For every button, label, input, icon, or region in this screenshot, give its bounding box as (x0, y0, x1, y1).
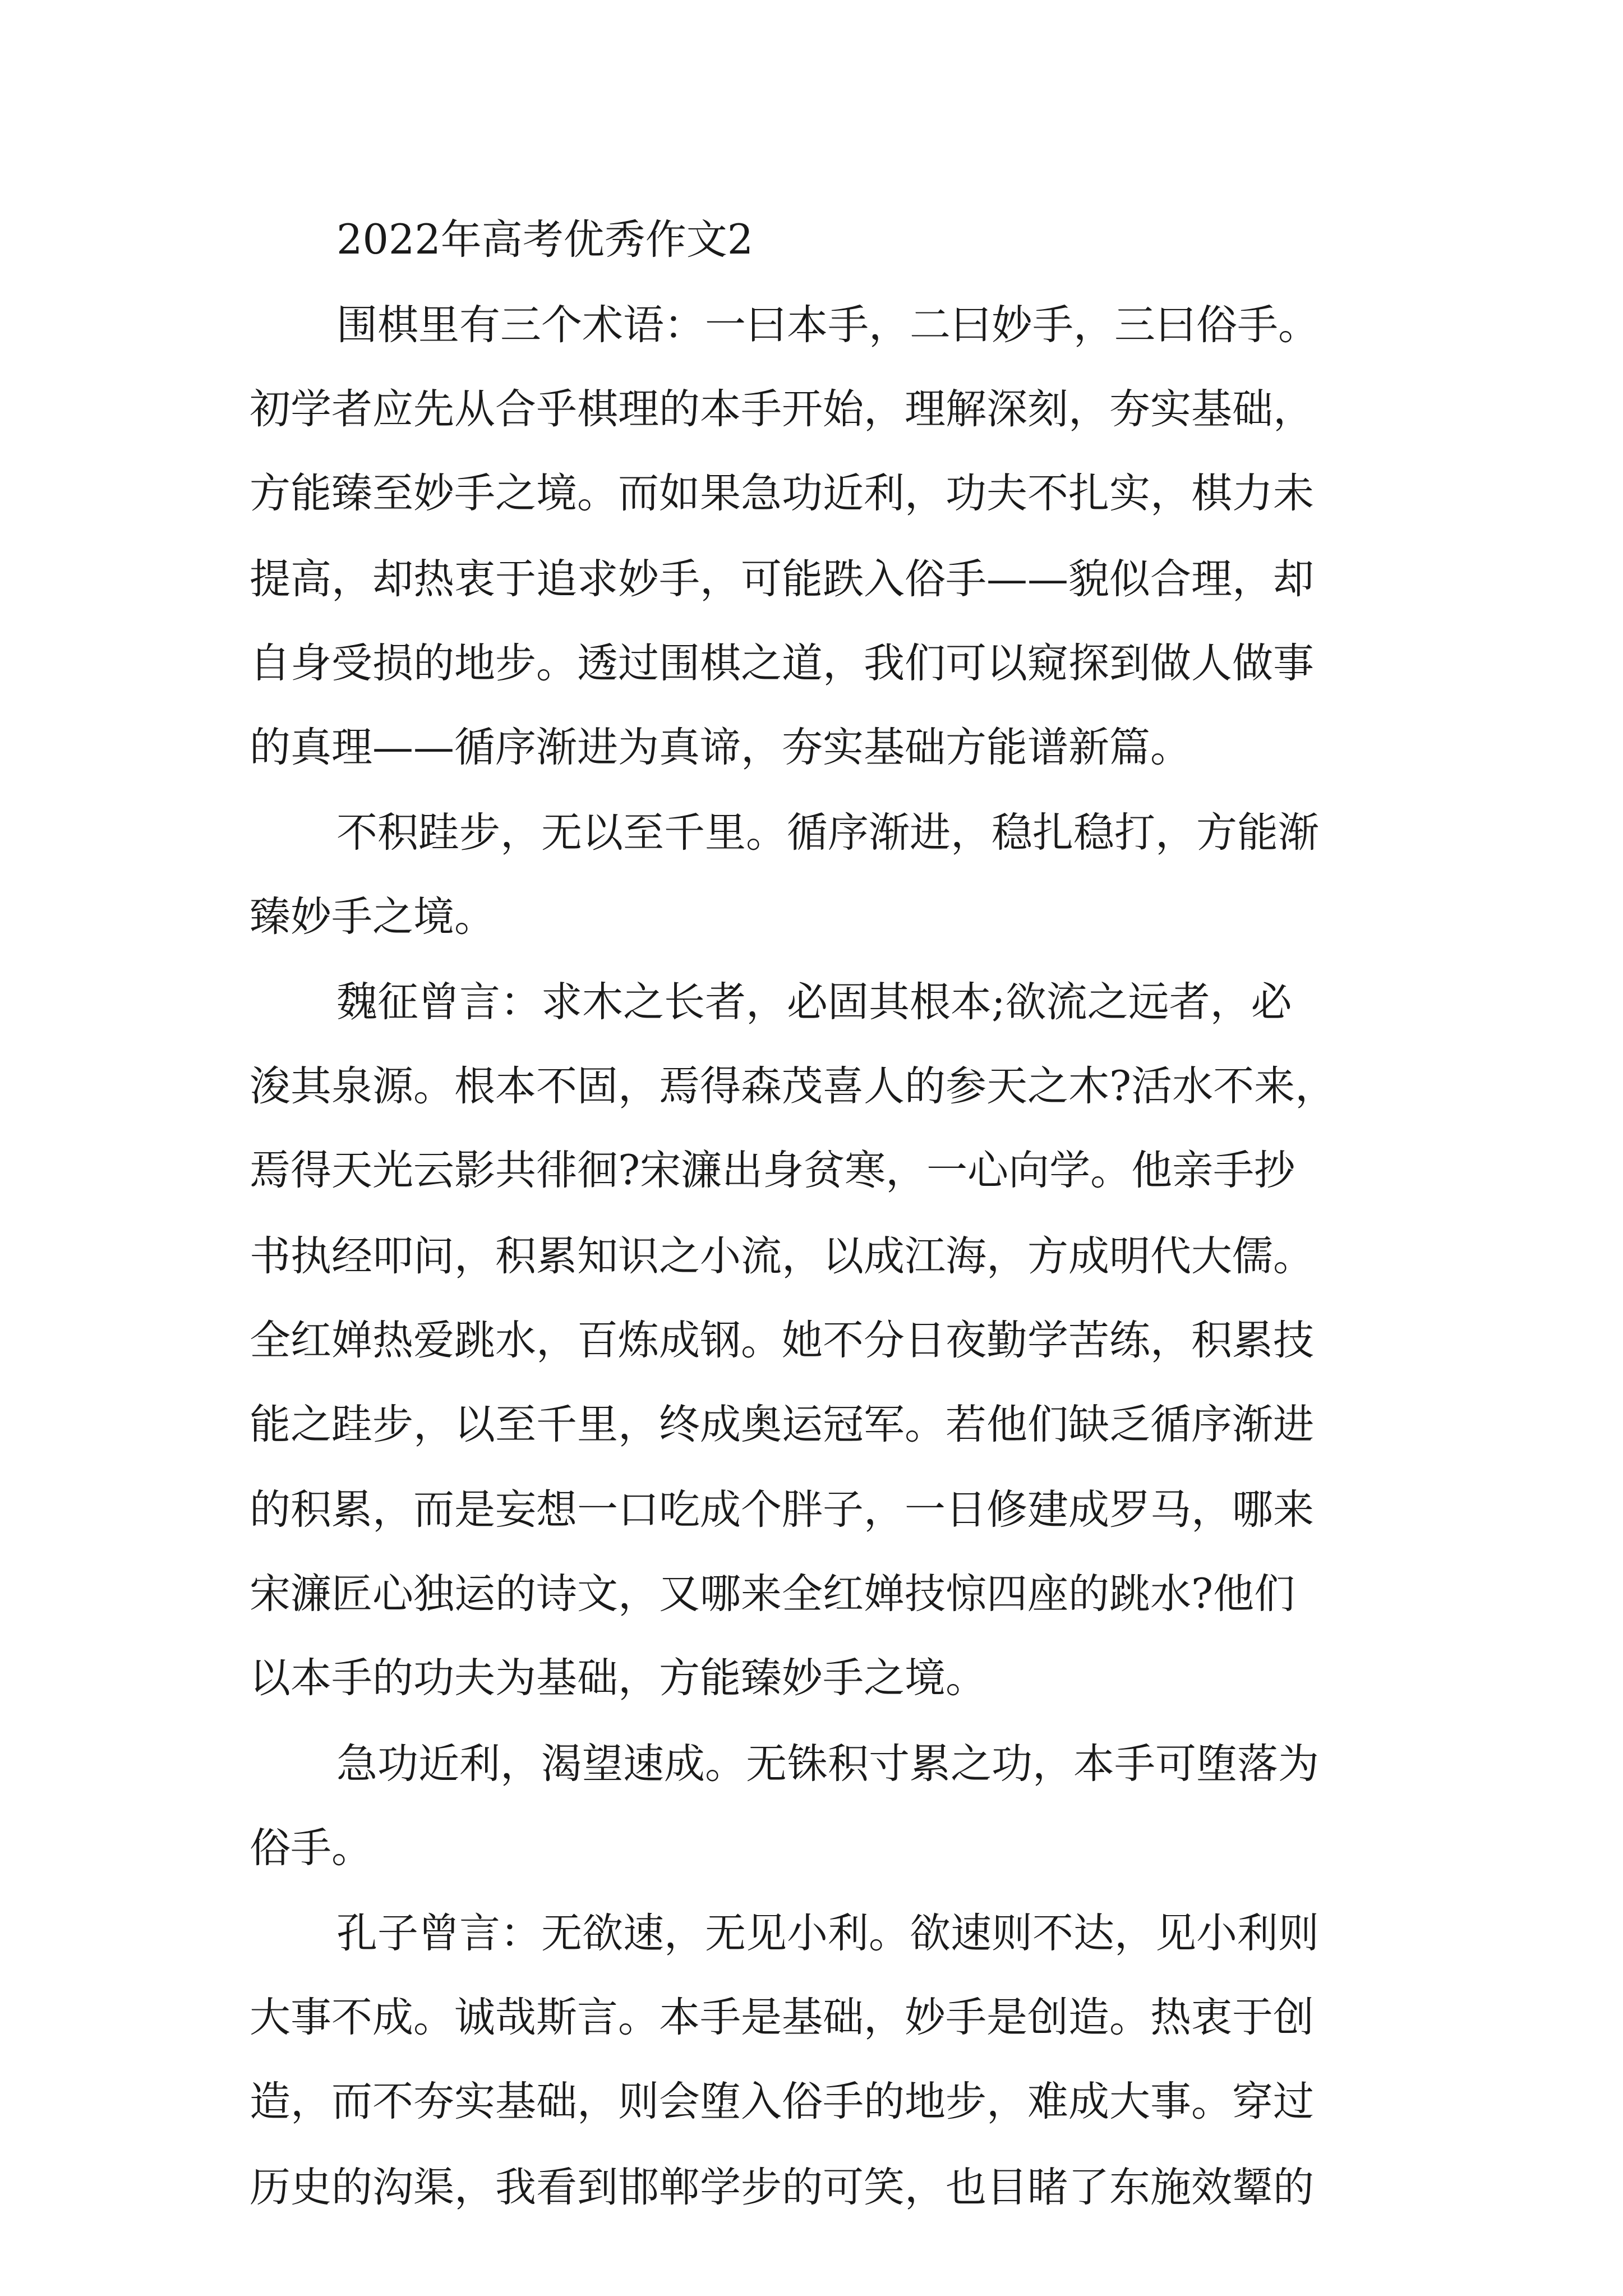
text-line: 方能臻至妙手之境。而如果急功近利，功夫不扎实，棋力未 (250, 470, 1314, 517)
text-line: 提高，却热衷于追求妙手，可能跌入俗手——貌似合理，却 (250, 555, 1314, 603)
document-title: 2022年高考优秀作文2 (336, 216, 754, 264)
text-line: 以本手的功夫为基础，方能臻妙手之境。 (250, 1654, 986, 1702)
text-line: 全红婵热爱跳水，百炼成钢。她不分日夜勤学苦练，积累技 (250, 1317, 1314, 1364)
text-line: 初学者应先从合乎棋理的本手开始，理解深刻，夯实基础， (250, 385, 1314, 433)
text-line: 臻妙手之境。 (250, 893, 495, 941)
text-line: 大事不成。诚哉斯言。本手是基础，妙手是创造。热衷于创 (250, 1994, 1314, 2041)
text-line: 围棋里有三个术语：一曰本手，二曰妙手，三曰俗手。 (336, 301, 1319, 349)
text-line: 的积累，而是妄想一口吃成个胖子，一日修建成罗马，哪来 (250, 1486, 1314, 1534)
text-line: 宋濂匠心独运的诗文，又哪来全红婵技惊四座的跳水?他们 (250, 1570, 1295, 1618)
text-line: 魏征曾言：求木之长者，必固其根本;欲流之远者，必 (336, 978, 1292, 1026)
text-line: 孔子曾言：无欲速，无见小利。欲速则不达，见小利则 (336, 1910, 1319, 1957)
text-line: 书执经叩问，积累知识之小流，以成江海，方成明代大儒。 (250, 1232, 1314, 1280)
text-line: 不积跬步，无以至千里。循序渐进，稳扎稳打，方能渐 (336, 809, 1319, 857)
text-line: 造，而不夯实基础，则会堕入俗手的地步，难成大事。穿过 (250, 2078, 1314, 2125)
text-line: 历史的沟渠，我看到邯郸学步的可笑，也目睹了东施效颦的 (250, 2164, 1314, 2211)
text-line: 能之跬步，以至千里，终成奥运冠军。若他们缺乏循序渐进 (250, 1401, 1314, 1448)
text-line: 急功近利，渴望速成。无铢积寸累之功，本手可堕落为 (336, 1740, 1319, 1788)
text-line: 焉得天光云影共徘徊?宋濂出身贫寒，一心向学。他亲手抄 (250, 1147, 1295, 1194)
text-line: 的真理——循序渐进为真谛，夯实基础方能谱新篇。 (250, 724, 1191, 771)
text-line: 自身受损的地步。透过围棋之道，我们可以窥探到做人做事 (250, 639, 1314, 687)
text-line: 俗手。 (250, 1824, 372, 1872)
text-line: 浚其泉源。根本不固，焉得森茂喜人的参天之木?活水不来， (250, 1062, 1336, 1110)
